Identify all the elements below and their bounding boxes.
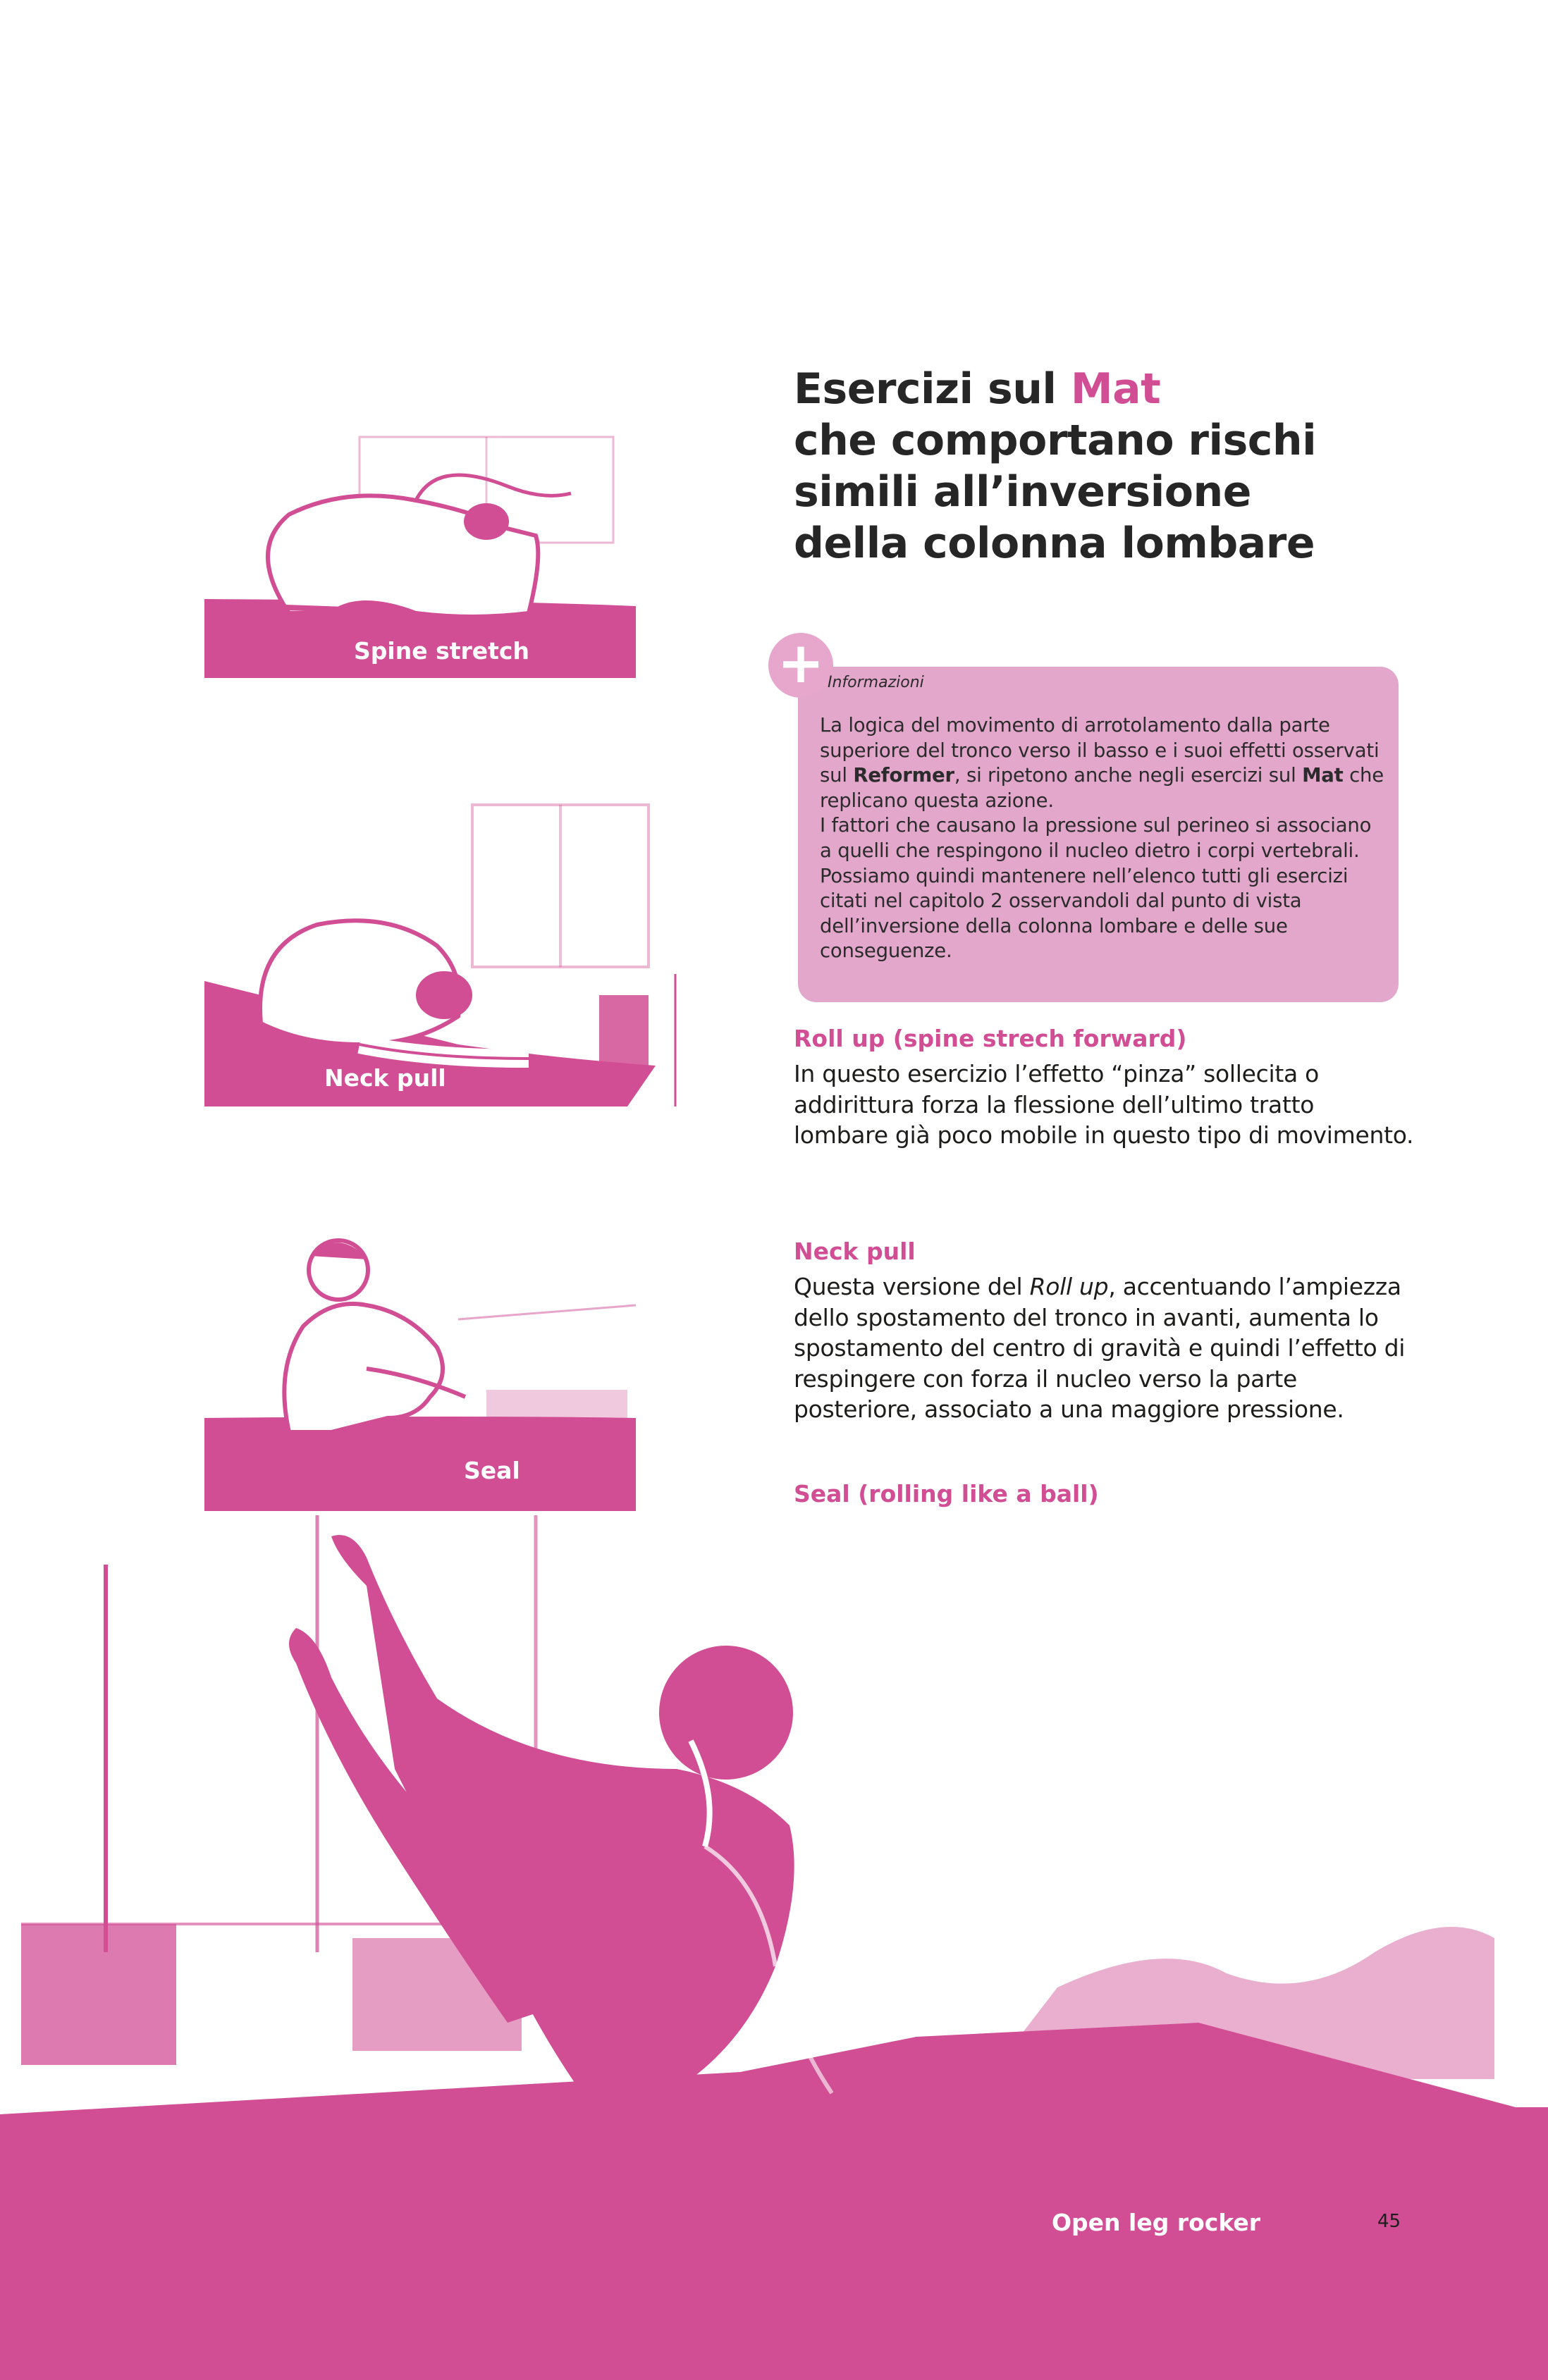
photo-caption: Open leg rocker: [1052, 2209, 1261, 2236]
title-line-3: simili all’inversione: [794, 467, 1251, 517]
open-leg-rocker-illustration: [0, 1515, 1548, 2380]
section-text: In questo esercizio l’effetto “pinza” sollecita o addirittura forza la flessione dell’ultimo tratto lombare già poco mobile in questo tipo di movimento.: [794, 1060, 1414, 1149]
photo-caption: Spine stretch: [354, 637, 529, 665]
section-text: Questa versione del Roll up, accentuando l’ampiezza dello spostamento del tronco in avanti, aumenta lo spostamento del centro di gravità e quindi l’effetto di respingere con forza il nucleo verso la parte posteriore, associato a una maggiore pressione.: [794, 1273, 1406, 1423]
section-neck-pull: [794, 1236, 1414, 1425]
title-line-1: Esercizi sul Mat: [794, 364, 1161, 414]
section-heading: Seal (rolling like a ball): [794, 1480, 1099, 1507]
info-paragraph-1: La logica del movimento di arrotolamento dalla parte superiore del tronco verso il basso e i suoi effetti osservati sul Reformer, si ripetono anche negli esercizi sul Mat che replicano questa azione.: [820, 714, 1384, 812]
seal-illustration: [204, 1207, 636, 1511]
title-line-2: che comportano rischi: [794, 416, 1317, 465]
photo-spine-stretch: [204, 324, 636, 678]
info-label: Informazioni: [828, 674, 924, 691]
photo-caption: Seal: [464, 1457, 520, 1484]
title-accent: Mat: [1070, 364, 1161, 414]
info-paragraph-2: I fattori che causano la pressione sul perineo si associano a quelli che respingono il nucleo dietro i corpi vertebrali. Possiamo quindi mantenere nell’elenco tutti gli esercizi citati nel capitolo 2 osservandoli dal punto di vista dell’inversione della colonna lombare e delle sue conseguenze.: [820, 814, 1372, 963]
section-roll-up: [794, 1023, 1414, 1151]
section-heading: Neck pull: [794, 1238, 916, 1265]
photo-seal: [204, 1207, 636, 1511]
spine-stretch-illustration: [204, 324, 636, 678]
neck-pull-illustration: [204, 763, 684, 1106]
title-line-4: della colonna lombare: [794, 519, 1315, 568]
page-number: 45: [1377, 2211, 1401, 2232]
info-text: [820, 713, 1384, 964]
page-title: [794, 364, 1428, 569]
photo-open-leg-rocker: [0, 1515, 1548, 2380]
plus-icon: +: [768, 633, 833, 698]
section-heading: Roll up (spine strech forward): [794, 1025, 1187, 1052]
photo-neck-pull: [204, 763, 684, 1106]
photo-caption: Neck pull: [324, 1064, 446, 1092]
